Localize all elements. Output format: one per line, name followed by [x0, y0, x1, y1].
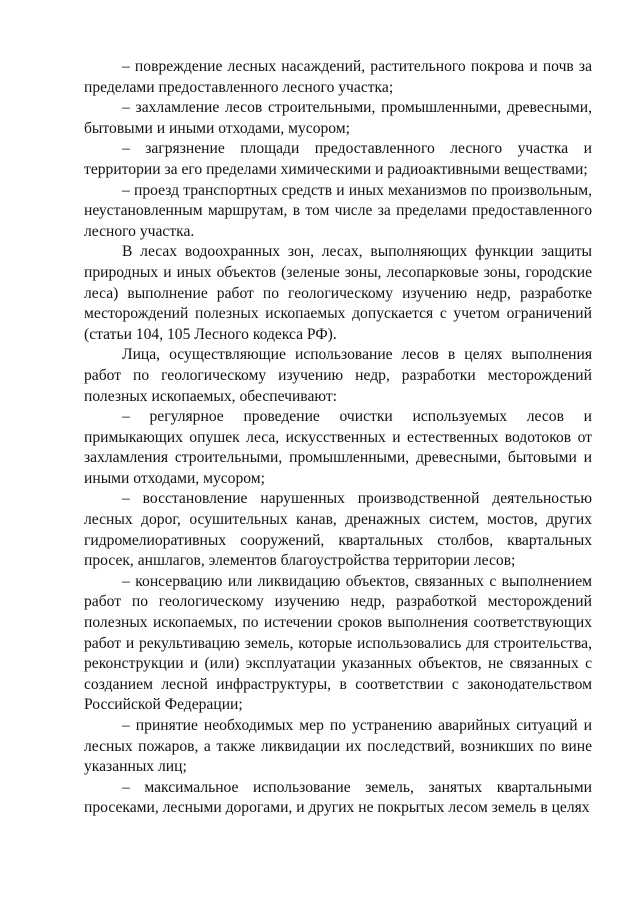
- paragraph-obligations-intro: Лица, осуществляющие использование лесов в целях выполнения работ по геологическому изучению недр, разработки месторождений полезных ископаемых, обеспечивают:: [84, 346, 592, 405]
- paragraph-littering: – захламление лесов строительными, промышленными, древесными, бытовыми и иными отходами, мусором;: [84, 99, 592, 137]
- paragraph-damage-plantings: – повреждение лесных насаждений, растительного покрова и почв за пределами предоставленного лесного участка;: [84, 58, 592, 96]
- paragraph-pollution: – загрязнение площади предоставленного лесного участка и территории за его пределами химическими и радиоактивными веществами;: [84, 140, 592, 178]
- document-page: [84, 57, 592, 819]
- paragraph-vehicle-passage: – проезд транспортных средств и иных механизмов по произвольным, неустановленным маршрутам, в том числе за пределами предоставленного лесного участка.: [84, 181, 592, 240]
- paragraph-protected-forests: В лесах водоохранных зон, лесах, выполняющих функции защиты природных и иных объектов (зеленые зоны, лесопарковые зоны, городские леса) выполнение работ по геологическому изучению недр, разработке месторождений полезных ископаемых допускается с учетом ограничений (статьи 104, 105 Лесного кодекса РФ).: [84, 243, 592, 343]
- paragraph-emergency-measures: – принятие необходимых мер по устранению аварийных ситуаций и лесных пожаров, а также ликвидации их последствий, возникших по вине указанных лиц;: [84, 717, 592, 776]
- paragraph-regular-cleaning: – регулярное проведение очистки используемых лесов и примыкающих опушек леса, искусственных и естественных водотоков от захламления строительными, промышленными, древесными, бытовыми и иными отходами, мусором;: [84, 408, 592, 487]
- paragraph-restoration: – восстановление нарушенных производственной деятельностью лесных дорог, осушительных канав, дренажных систем, мостов, других гидромелиоративных сооружений, квартальных столбов, квартальных просек, аншлагов, элементов благоустройства территории лесов;: [84, 490, 592, 570]
- paragraph-conservation: – консервацию или ликвидацию объектов, связанных с выполнением работ по геологическому изучению недр, разработкой месторождений полезных ископаемых, по истечении сроков выполнения соответствующих работ и рекультивацию земель, которые использовались для строительства, реконструкции и (или) эксплуатации указанных объектов, не связанных с созданием лесной инфраструктуры, в соответствии с законодательством Российской Федерации;: [84, 572, 592, 714]
- paragraph-land-use: – максимальное использование земель, занятых квартальными просеками, лесными дорогами, и других не покрытых лесом земель в целях: [84, 778, 592, 817]
